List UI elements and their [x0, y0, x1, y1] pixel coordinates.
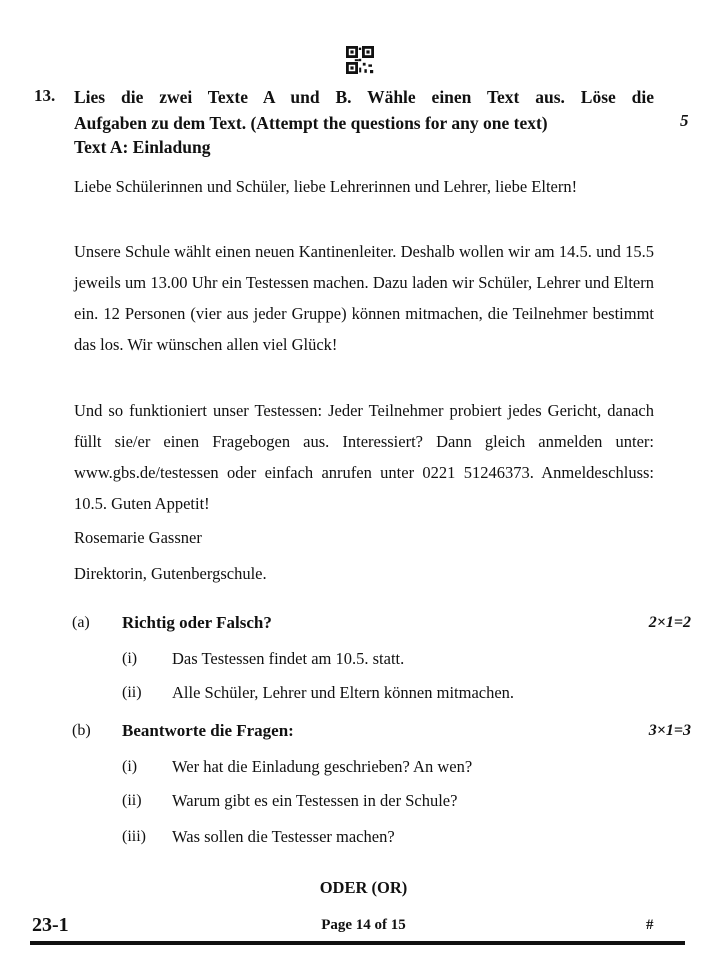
part-b-item-3-number: (iii)	[122, 828, 146, 845]
letter-paragraph-2: Und so funktioniert unser Testessen: Jeder Teilnehmer probiert jedes Gericht, danach füllt sie/er einen Fragebogen aus. Interessiert? Dann gleich anmelden unter: www.gbs.de/testessen oder einfach anrufen unter 0221 51246373. Anmeldeschluss: 10.5. Guten Appetit!	[74, 401, 654, 513]
signature-title: Direktorin, Gutenbergschule.	[74, 564, 267, 583]
page-number: Page 14 of 15	[321, 917, 406, 933]
part-b-item-3-text: Was sollen die Testesser machen?	[172, 827, 395, 846]
part-b-item-2-text: Warum gibt es ein Testessen in der Schule?	[172, 791, 458, 810]
part-b-item-2-number: (ii)	[122, 792, 142, 809]
footer-rule	[30, 941, 685, 945]
part-a-item-2-text: Alle Schüler, Lehrer und Eltern können mitmachen.	[172, 683, 515, 702]
question-instruction-line1: Lies die zwei Texte A und B. Wähle einen Text aus. Löse die	[74, 87, 654, 107]
footer-hash: #	[646, 917, 654, 933]
part-a-item-1-number: (i)	[122, 650, 138, 667]
qr-code-icon	[346, 46, 374, 74]
part-b-label: (b)	[72, 722, 91, 739]
letter-paragraph-1: Unsere Schule wählt einen neuen Kantinenleiter. Deshalb wollen wir am 14.5. und 15.5 jeweils um 13.00 Uhr ein Testessen machen. Dazu laden wir Schüler, Lehrer und Eltern ein. 12 Personen (vier aus jeder Gruppe) können mitmachen, die Teilnehmer bestimmt das los. Wir wünschen allen viel Glück!	[74, 242, 654, 354]
part-a-item-2-number: (ii)	[122, 684, 142, 701]
oder-divider: ODER (OR)	[319, 878, 408, 897]
question-instruction-line2: Aufgaben zu dem Text. (Attempt the questions for any one text)	[74, 113, 548, 133]
part-b-marks: 3×1=3	[648, 722, 691, 739]
question-marks: 5	[680, 111, 689, 130]
question-number: 13.	[34, 86, 56, 105]
letter-greeting: Liebe Schülerinnen und Schüler, liebe Lehrerinnen und Lehrer, liebe Eltern!	[74, 177, 578, 196]
part-a-label: (a)	[72, 614, 90, 631]
text-title: Text A: Einladung	[74, 137, 211, 157]
part-a-title: Richtig oder Falsch?	[122, 613, 272, 632]
part-a-marks: 2×1=2	[648, 614, 691, 631]
signature-name: Rosemarie Gassner	[74, 528, 202, 547]
part-b-title: Beantworte die Fragen:	[122, 721, 294, 740]
part-b-item-1-number: (i)	[122, 758, 138, 775]
part-a-item-1-text: Das Testessen findet am 10.5. statt.	[172, 649, 405, 668]
paper-code: 23-1	[32, 914, 69, 936]
part-b-item-1-text: Wer hat die Einladung geschrieben? An wen?	[172, 757, 473, 776]
